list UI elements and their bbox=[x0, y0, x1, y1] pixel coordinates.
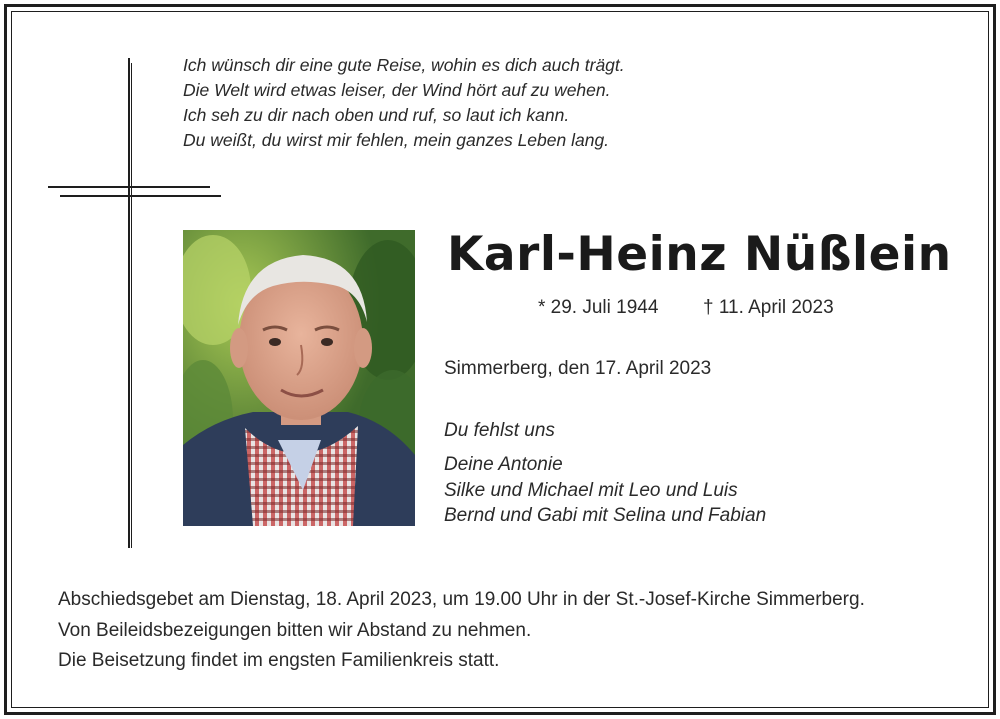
family-member: Silke und Michael mit Leo und Luis bbox=[444, 479, 738, 501]
miss-line: Du fehlst uns bbox=[444, 420, 555, 441]
poem-line: Ich seh zu dir nach oben und ruf, so laut ich kann. bbox=[183, 105, 570, 125]
poem-line: Du weißt, du wirst mir fehlen, mein ganzes Leben lang. bbox=[183, 130, 610, 150]
family-list bbox=[444, 452, 766, 529]
note-line: Die Beisetzung findet im engsten Familienkreis statt. bbox=[58, 650, 500, 671]
place-and-date: Simmerberg, den 17. April 2023 bbox=[444, 358, 712, 379]
birth-date: * 29. Juli 1944 bbox=[538, 297, 659, 318]
cross-horizontal-bar-upper bbox=[48, 186, 210, 188]
cross-horizontal-bar-lower bbox=[60, 195, 221, 197]
poem-line: Die Welt wird etwas leiser, der Wind hört auf zu wehen. bbox=[183, 80, 611, 100]
poem-line: Ich wünsch dir eine gute Reise, wohin es dich auch trägt. bbox=[183, 55, 625, 75]
portrait-photo bbox=[183, 230, 415, 526]
family-member: Bernd und Gabi mit Selina und Fabian bbox=[444, 505, 767, 526]
deceased-name: Karl-Heinz Nüßlein bbox=[447, 227, 952, 282]
family-member: Deine Antonie bbox=[444, 454, 563, 475]
poem bbox=[183, 53, 625, 153]
cross-vertical-bar bbox=[128, 58, 132, 548]
note-line: Von Beileidsbezeigungen bitten wir Abstand zu nehmen. bbox=[58, 619, 532, 641]
funeral-notes bbox=[58, 585, 865, 677]
death-date: † 11. April 2023 bbox=[703, 297, 834, 318]
note-line: Abschiedsgebet am Dienstag, 18. April 2023, um 19.00 Uhr in der St.-Josef-Kirche Simmerberg. bbox=[58, 589, 865, 610]
